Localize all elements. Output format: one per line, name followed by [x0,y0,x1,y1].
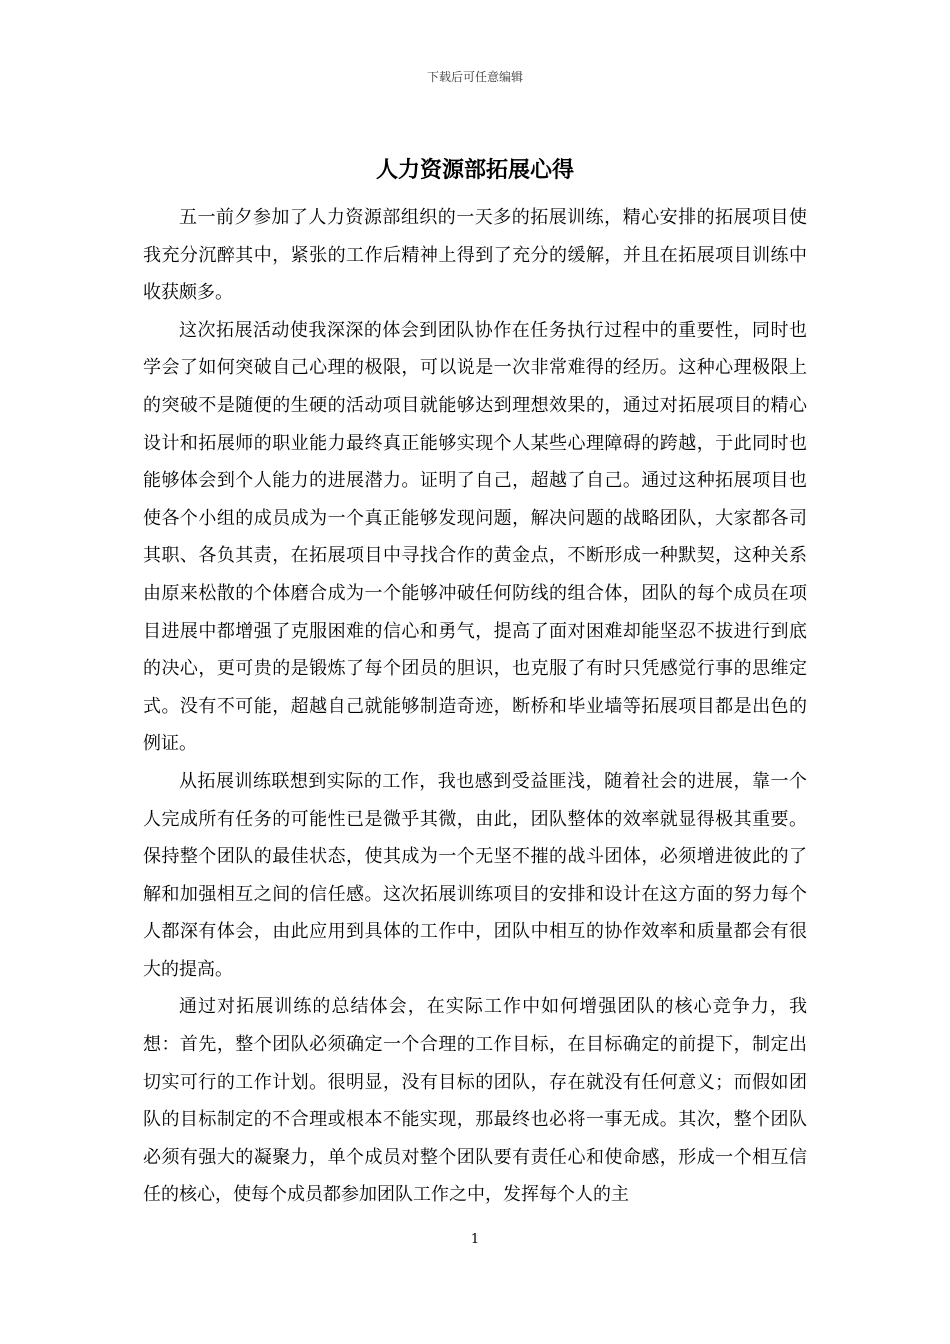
page-number: 1 [470,1232,480,1247]
paragraph-1: 五一前夕参加了人力资源部组织的一天多的拓展训练，精心安排的拓展项目使我充分沉醉其中，紧张的工作后精神上得到了充分的缓解，并且在拓展项目训练中收获颇多。 [143,207,807,304]
document-body [143,199,807,1214]
paragraph-2: 这次拓展活动使我深深的体会到团队协作在任务执行过程中的重要性，同时也学会了如何突破自己心理的极限，可以说是一次非常难得的经历。这种心理极限上的突破不是随便的生硬的活动项目就能够达到理想效果的，通过对拓展项目的精心设计和拓展师的职业能力最终真正能够实现个人某些心理障碍的跨越，于此同时也能够体会到个人能力的进展潜力。证明了自己，超越了自己。通过这种拓展项目也使各个小组的成员成为一个真正能够发现问题，解决问题的战略团队，大家都各司其职、各负其责，在拓展项目中寻找合作的黄金点，不断形成一种默契，这种关系由原来松散的个体磨合成为一个能够冲破任何防线的组合体，团队的每个成员在项目进展中都增强了克服困难的信心和勇气，提高了面对困难却能坚忍不拔进行到底的决心，更可贵的是锻炼了每个团员的胆识，也克服了有时只凭感觉行事的思维定式。没有不可能，超越自己就能够制造奇迹，断桥和毕业墙等拓展项目都是出色的例证。 [143,319,807,755]
paragraph-4: 通过对拓展训练的总结体会，在实际工作中如何增强团队的核心竞争力，我想：首先，整个团队必须确定一个合理的工作目标，在目标确定的前提下，制定出切实可行的工作计划。很明显，没有目标的团队，存在就没有任何意义；而假如团队的目标制定的不合理或根本不能实现，那最终也必将一事无成。其次，整个团队必须有强大的凝聚力，单个成员对整个团队要有责任心和使命感，形成一个相互信任的核心，使每个成员都参加团队工作之中，发挥每个人的主 [143,996,807,1206]
document-title: 人力资源部拓展心得 [375,157,574,183]
paragraph-3: 从拓展训练联想到实际的工作，我也感到受益匪浅，随着社会的进展，靠一个人完成所有任务的可能性已是微乎其微，由此，团队整体的效率就显得极其重要。保持整个团队的最佳状态，使其成为一个无坚不摧的战斗团体，必须增进彼此的了解和加强相互之间的信任感。这次拓展训练项目的安排和设计在这方面的努力每个人都深有体会，由此应用到具体的工作中，团队中相互的协作效率和质量都会有很大的提高。 [143,770,807,980]
download-note: 下载后可任意编辑 [426,70,523,84]
